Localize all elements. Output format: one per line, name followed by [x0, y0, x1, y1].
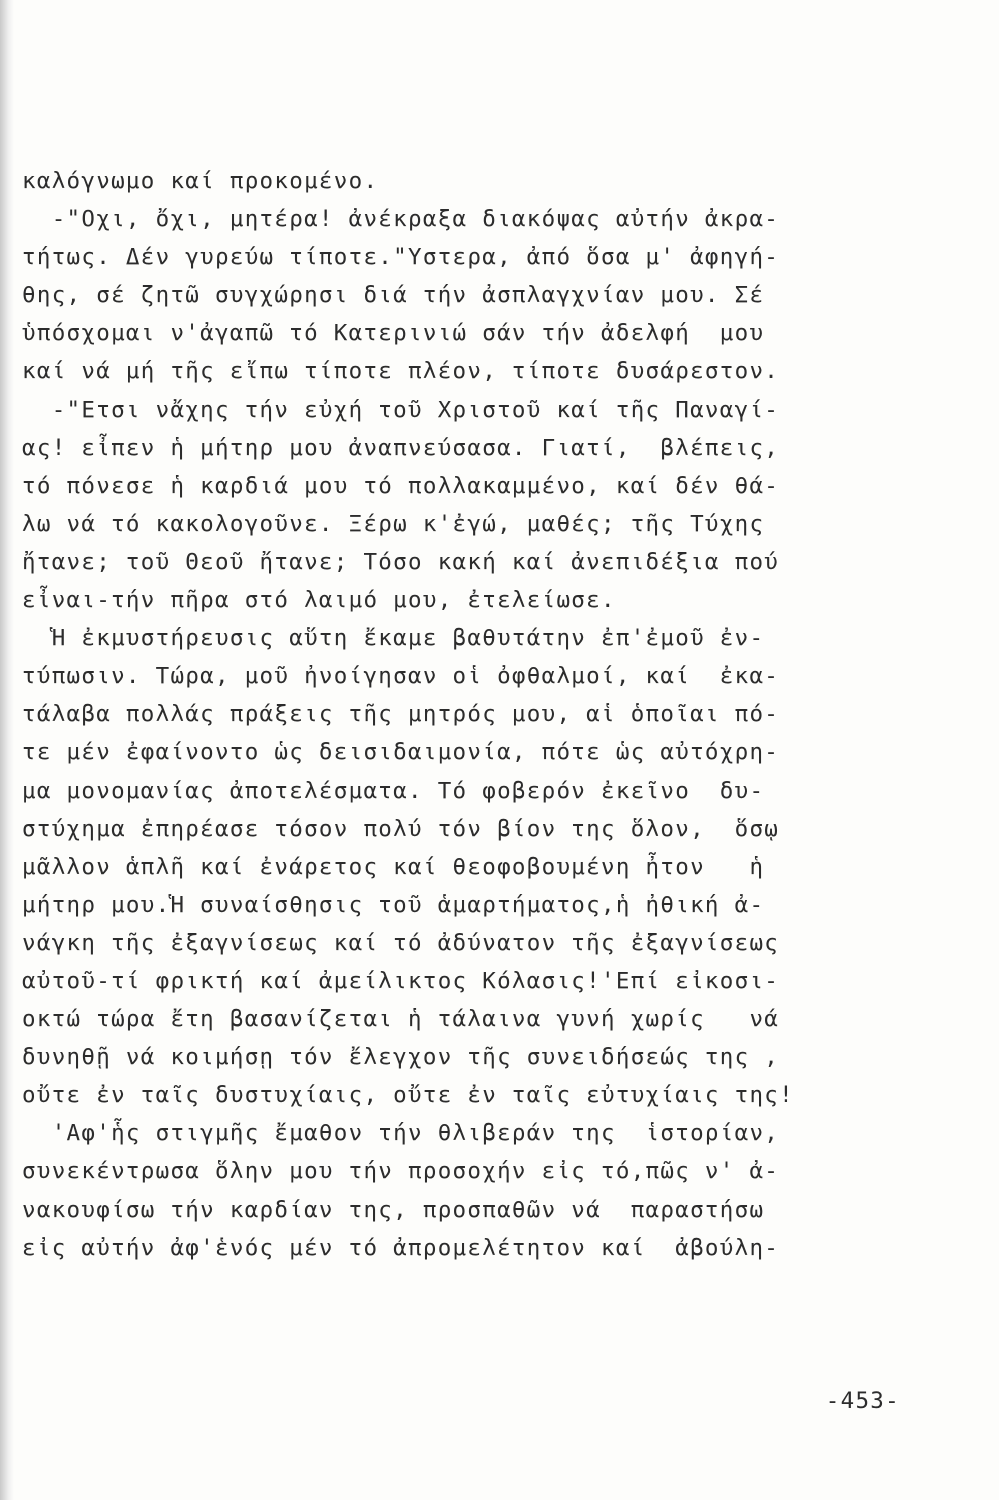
text-line: οκτώ τώρα ἔτη βασανίζεται ἡ τάλαινα γυνή χωρίς νά	[22, 1006, 780, 1033]
text-line: μήτηρ μου.Ἡ συναίσθησις τοῦ ἁμαρτήματος,ἡ ἠθική ἀ-	[22, 891, 765, 918]
body-text	[22, 162, 902, 1267]
page-binding-edge	[0, 0, 14, 1500]
text-line: μᾶλλον ἁπλῆ καί ἐνάρετος καί θεοφοβουμένη ἦτον ἡ	[22, 853, 765, 880]
text-line: συνεκέντρωσα ὅλην μου τήν προσοχήν εἰς τό,πῶς ν' ἀ-	[22, 1158, 780, 1185]
text-line: καλόγνωμο καί προκομένο.	[22, 168, 379, 194]
text-line: αὐτοῦ-τί φρικτή καί ἀμείλικτος Κόλασις!'Επί εἰκοσι-	[22, 967, 780, 994]
text-line: στύχημα ἐπηρέασε τόσον πολύ τόν βίον της ὅλον, ὅσῳ	[22, 815, 780, 842]
page-number: -453-	[825, 1388, 900, 1414]
text-line: Ἡ ἐκμυστήρευσις αὕτη ἔκαμε βαθυτάτην ἐπ'ἐμοῦ ἐν-	[22, 625, 765, 652]
text-line: ἤτανε; τοῦ Θεοῦ ἤτανε; Τόσο κακή καί ἀνεπιδέξια πού	[22, 548, 780, 575]
text-line: οὔτε ἐν ταῖς δυστυχίαις, οὔτε ἐν ταῖς εὐτυχίαις της!	[22, 1082, 794, 1109]
text-line: νάγκη τῆς ἐξαγνίσεως καί τό ἀδύνατον τῆς ἐξαγνίσεως	[22, 929, 780, 956]
text-line: δυνηθῇ νά κοιμήσῃ τόν ἔλεγχον τῆς συνειδήσεώς της ,	[22, 1044, 780, 1071]
text-line: τε μέν ἐφαίνοντο ὡς δεισιδαιμονία, πότε ὡς αὐτόχρη-	[22, 739, 780, 766]
text-line: εἰς αὐτήν ἀφ'ἑνός μέν τό ἀπρομελέτητον καί ἀβούλη-	[22, 1234, 780, 1261]
text-line: λω νά τό κακολογοῦνε. Ξέρω κ'ἐγώ, μαθές; τῆς Τύχης	[22, 510, 765, 537]
text-line: εἶναι-τήν πῆρα στό λαιμό μου, ἐτελείωσε.	[22, 587, 616, 614]
text-line: θης, σέ ζητῶ συγχώρησι διά τήν ἀσπλαγχνίαν μου. Σέ	[22, 282, 765, 309]
text-line: τό πόνεσε ἡ καρδιά μου τό πολλακαμμένο, καί δέν θά-	[22, 472, 780, 499]
text-line: ὑπόσχομαι ν'ἀγαπῶ τό Κατερινιώ σάν τήν ἀδελφή μου	[22, 320, 765, 347]
text-line: νακουφίσω τήν καρδίαν της, προσπαθῶν νά παραστήσω	[22, 1196, 765, 1223]
text-line: τήτως. Δέν γυρεύω τίποτε."Υστερα, ἀπό ὅσα μ' ἀφηγή-	[22, 244, 780, 271]
text-line: 'Αφ'ἧς στιγμῆς ἔμαθον τήν θλιβεράν της ἱστορίαν,	[22, 1120, 780, 1147]
text-line: τάλαβα πολλάς πράξεις τῆς μητρός μου, αἱ ὁποῖαι πό-	[22, 701, 780, 728]
text-line: -"Οχι, ὄχι, μητέρα! ἀνέκραξα διακόψας αὐτήν ἀκρα-	[22, 206, 780, 233]
text-line: -"Ετσι νἄχης τήν εὐχή τοῦ Χριστοῦ καί τῆς Παναγί-	[22, 396, 780, 423]
text-line: μα μονομανίας ἀποτελέσματα. Τό φοβερόν ἐκεῖνο δυ-	[22, 777, 765, 804]
text-line: τύπωσιν. Τώρα, μοῦ ἠνοίγησαν οἱ ὀφθαλμοί, καί ἐκα-	[22, 663, 780, 690]
text-line: καί νά μή τῆς εἴπω τίποτε πλέον, τίποτε δυσάρεστον.	[22, 358, 780, 385]
text-line: ας! εἶπεν ἡ μήτηρ μου ἀναπνεύσασα. Γιατί, βλέπεις,	[22, 434, 780, 461]
